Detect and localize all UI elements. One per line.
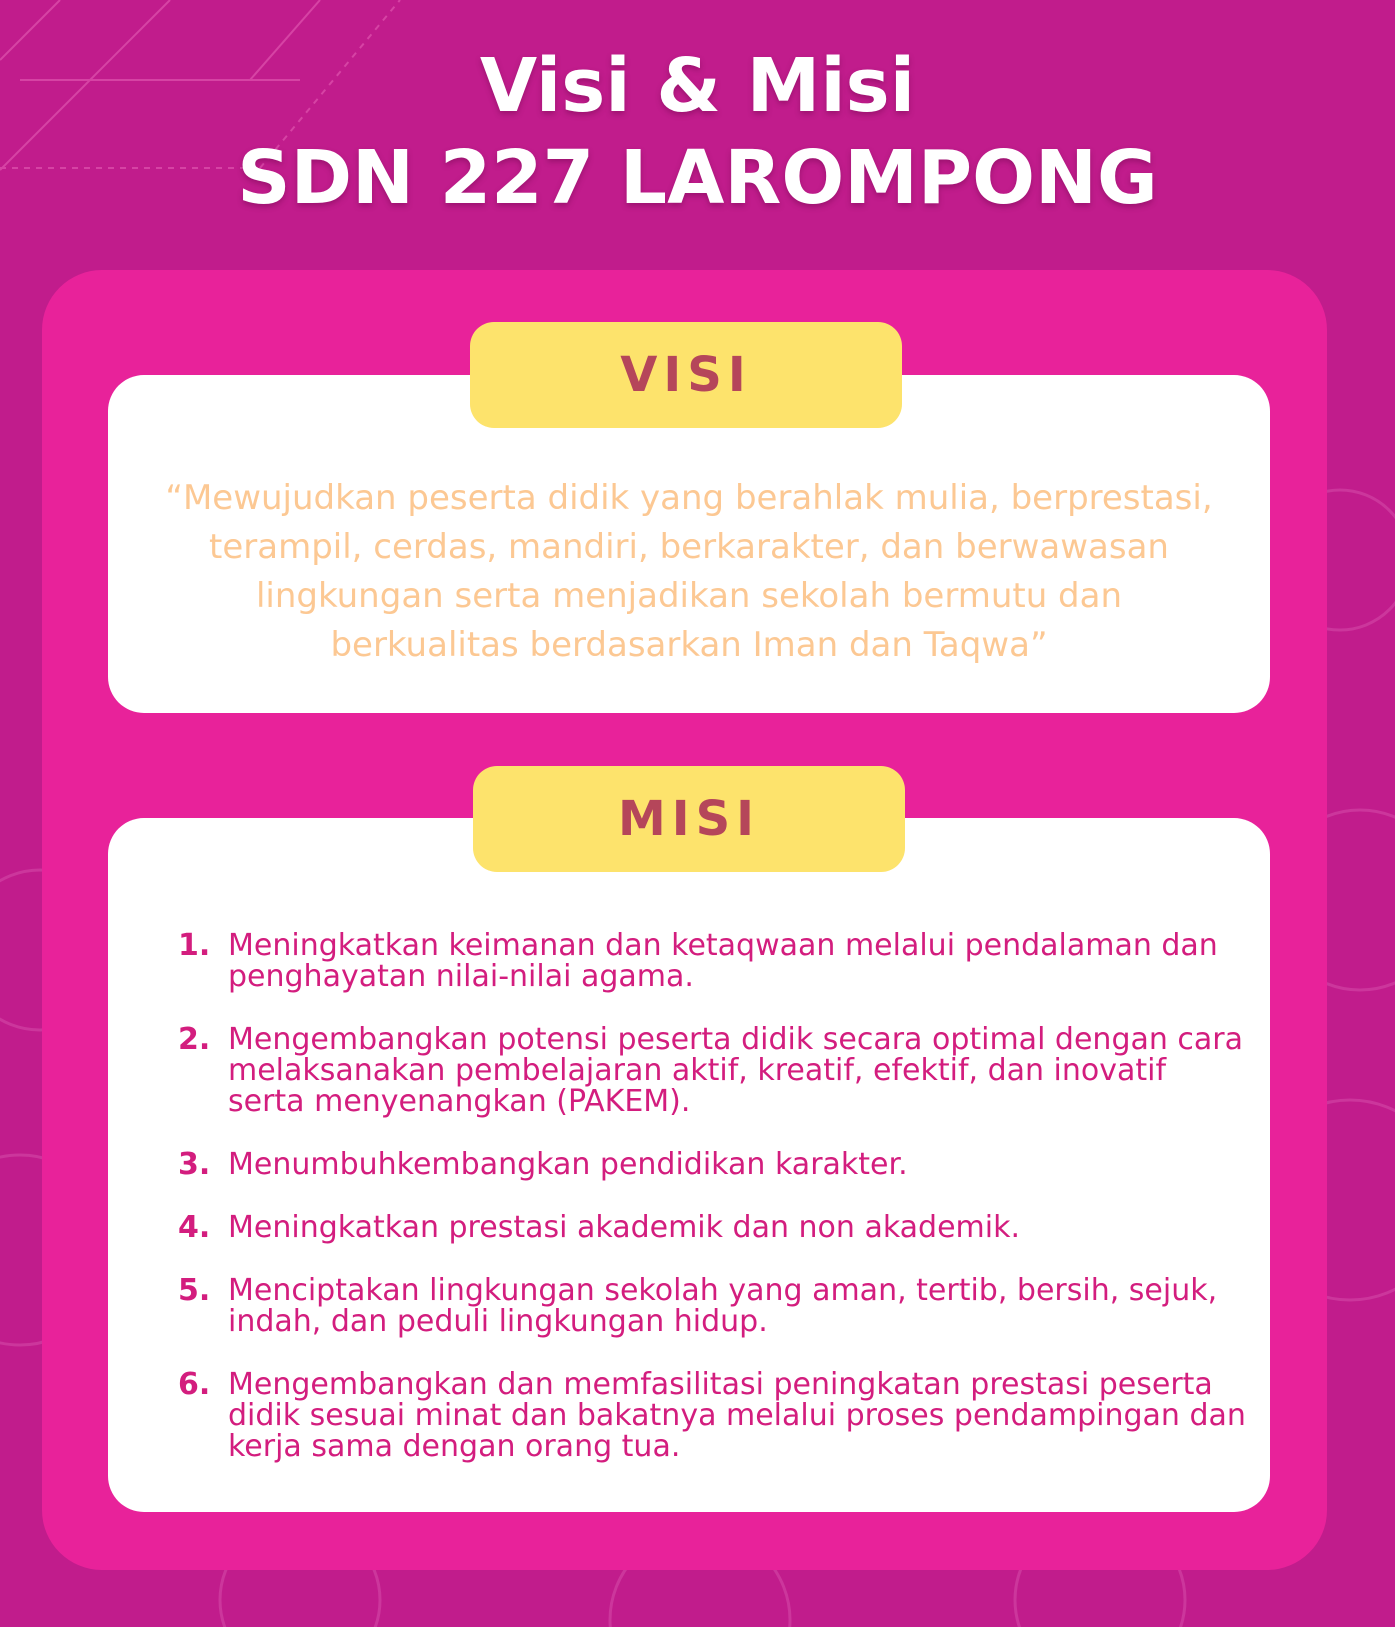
list-item-text: Mengembangkan potensi peserta didik secara optimal dengan cara melaksanakan pembelajaran aktif, kreatif, efektif, dan inovatif serta menyenangkan (PAKEM).: [228, 1022, 1244, 1119]
list-item-number: 2.: [178, 1022, 211, 1057]
list-item-text: Menumbuhkembangkan pendidikan karakter.: [228, 1147, 908, 1182]
list-item-number: 4.: [178, 1210, 211, 1245]
list-item-number: 5.: [178, 1273, 211, 1308]
visi-text: “Mewujudkan peserta didik yang berahlak mulia, berprestasi, terampil, cerdas, mandiri, berkarakter, dan berwawasan lingkungan serta menjadikan sekolah bermutu dan berkualitas berdasarkan Iman dan Taqwa”: [165, 478, 1213, 665]
list-item-text: Meningkatkan keimanan dan ketaqwaan melalui pendalaman dan penghayatan nilai-nilai agama.: [228, 928, 1218, 994]
misi-list: [170, 930, 1250, 1494]
list-item: [170, 930, 1250, 992]
list-item-number: 3.: [178, 1147, 211, 1182]
list-item-text: Menciptakan lingkungan sekolah yang aman, tertib, bersih, sejuk, indah, dan peduli lingkungan hidup.: [228, 1273, 1218, 1339]
list-item: [170, 1275, 1250, 1337]
misi-label: MISI: [473, 766, 905, 872]
list-item: [170, 1369, 1250, 1462]
page-title: [0, 40, 1395, 224]
list-item-text: Mengembangkan dan memfasilitasi peningkatan prestasi peserta didik sesuai minat dan bakatnya melalui proses pendampingan dan kerja sama dengan orang tua.: [228, 1367, 1246, 1464]
list-item: [170, 1024, 1250, 1117]
list-item-number: 6.: [178, 1367, 211, 1402]
title-line-2: SDN 227 LAROMPONG: [237, 135, 1158, 221]
visi-label: VISI: [470, 322, 902, 428]
list-item: [170, 1212, 1250, 1243]
list-item-text: Meningkatkan prestasi akademik dan non akademik.: [228, 1210, 1021, 1245]
list-item: [170, 1149, 1250, 1180]
title-line-1: Visi & Misi: [479, 43, 916, 129]
list-item-number: 1.: [178, 928, 211, 963]
